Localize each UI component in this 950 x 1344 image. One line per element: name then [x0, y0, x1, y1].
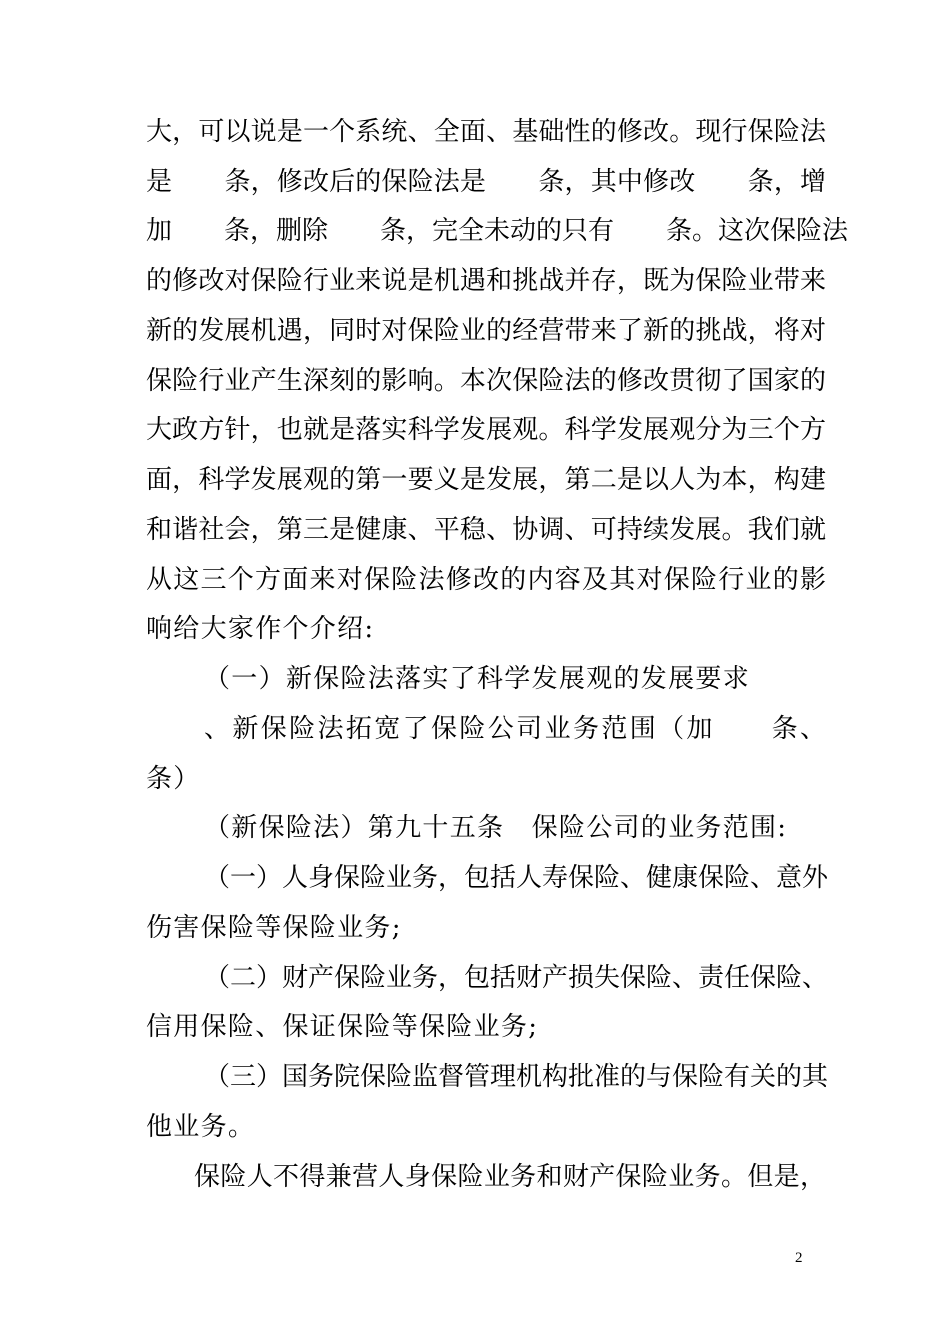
- text-line: 从这三个方面来对保险法修改的内容及其对保险行业的影: [146, 565, 826, 595]
- text-line: 的修改对保险行业来说是机遇和挑战并存，既为保险业带来: [146, 266, 826, 296]
- text-line: 响给大家作个介绍:: [146, 614, 375, 644]
- article-heading: （新保险法）第九十五条 保险公司的业务范围:: [204, 813, 788, 843]
- text-line: 保险行业产生深刻的影响。本次保险法的修改贯彻了国家的: [146, 366, 826, 396]
- page-number: 2: [795, 1250, 803, 1266]
- list-item: （三）国务院保险监督管理机构批准的与保险有关的其: [204, 1062, 829, 1092]
- text-line: 信用保险、保证保险等保险业务;: [146, 1012, 539, 1042]
- text-line: 大政方针，也就是落实科学发展观。科学发展观分为三个方: [146, 415, 826, 445]
- text-line: 是 条，修改后的保险法是 条，其中修改 条，增: [146, 167, 826, 197]
- text-line: 加 条，删除 条，完全未动的只有 条。这次保险法: [146, 216, 849, 246]
- subsection-heading: 、新保险法拓宽了保险公司业务范围（加 条、: [204, 714, 826, 744]
- text-line: 条）: [146, 764, 201, 794]
- text-line: 保险人不得兼营人身保险业务和财产保险业务。但是，: [194, 1162, 826, 1192]
- section-heading: （一）新保险法落实了科学发展观的发展要求: [204, 664, 751, 694]
- list-item: （一）人身保险业务，包括人寿保险、健康保险、意外: [204, 863, 829, 893]
- text-line: 和谐社会，第三是健康、平稳、协调、可持续发展。我们就: [146, 515, 826, 545]
- text-line: 面，科学发展观的第一要义是发展，第二是以人为本，构建: [146, 465, 826, 495]
- text-line: 他业务。: [146, 1112, 256, 1142]
- text-line: 伤害保险等保险业务;: [146, 913, 402, 943]
- text-line: 新的发展机遇，同时对保险业的经营带来了新的挑战，将对: [146, 316, 826, 346]
- text-line: 大，可以说是一个系统、全面、基础性的修改。现行保险法: [146, 117, 826, 147]
- list-item: （二）财产保险业务，包括财产损失保险、责任保险、: [204, 963, 829, 993]
